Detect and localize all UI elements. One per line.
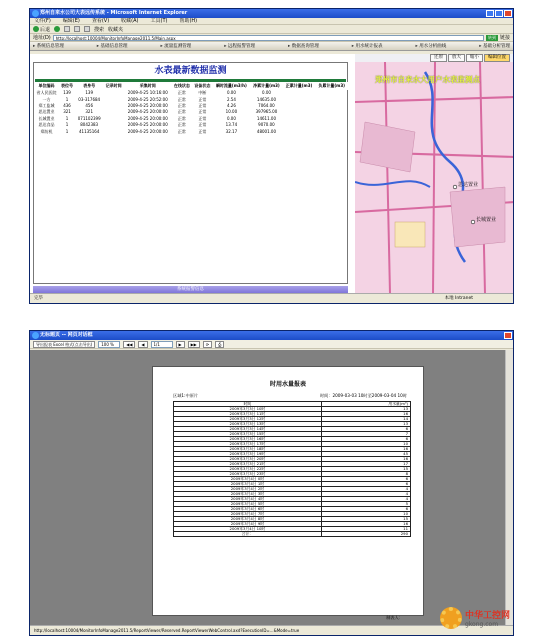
table-cell: 正常 — [177, 128, 186, 134]
alarm-info-bar[interactable]: 系统报警信息 — [33, 286, 348, 294]
report-value-cell: 10 — [321, 442, 410, 447]
map-edit-position-button[interactable]: 编辑位置 — [484, 54, 510, 62]
table-cell: 48001.00 — [256, 128, 276, 134]
col-meter-id: 表身号 — [75, 82, 103, 90]
nav-base-info[interactable]: ▸ 基础信息管理 — [97, 42, 128, 50]
table-cell: 0.00 — [226, 90, 236, 96]
menu-view[interactable]: 查看(V) — [91, 18, 110, 24]
table-cell: 03-317684 — [78, 96, 101, 102]
table-cell: 0.00 — [262, 90, 271, 96]
report-value-cell: 15 — [321, 517, 410, 522]
first-page-button[interactable]: ◀◀ — [123, 341, 135, 348]
nav-usage-report[interactable]: ▸ 用水统计报表 — [352, 42, 383, 50]
status-text: 完毕 — [34, 296, 43, 301]
monitor-panel — [33, 62, 348, 284]
go-button[interactable]: 转到 — [487, 34, 496, 40]
report-time-cell: 2009年3月4日 5时 — [174, 502, 322, 507]
dialog-title: 无标题页 -- 网页对话框 — [40, 332, 93, 338]
report-meta — [173, 393, 407, 399]
table-cell: 正常 — [198, 115, 207, 121]
report-value-cell: 4 — [321, 492, 410, 497]
table-cell: 14611.00 — [256, 115, 276, 121]
report-period: 时间：2009-03-03 10时至2009-03-04 10时 — [319, 393, 407, 398]
watermark-url: gkong.com — [464, 621, 499, 628]
report-time-cell: 2009年3月3日 21时 — [174, 462, 322, 467]
map-reset-button[interactable]: 还原 — [430, 54, 447, 62]
map-marker-sida[interactable] — [453, 185, 457, 189]
ie-icon — [32, 332, 39, 339]
map-label-sida: 思达置业 — [458, 182, 479, 188]
table-row[interactable] — [34, 128, 348, 134]
dialog-title-bar — [30, 331, 513, 340]
map-zoom-in-button[interactable]: 放大 — [448, 54, 465, 62]
col-record-time: 记录时间 — [103, 82, 124, 90]
table-cell: 正常 — [177, 109, 186, 115]
forward-arrow-icon — [54, 26, 60, 32]
last-page-button[interactable]: ▶▶ — [188, 341, 200, 348]
table-cell: 2009-4-25 20:52:00 — [127, 96, 168, 102]
report-time-cell: 2009年3月4日 3时 — [174, 492, 322, 497]
table-cell: 思达置业 — [38, 109, 55, 115]
report-time-cell: 2009年3月3日 17时 — [174, 442, 322, 447]
table-cell: 郑纺机 — [40, 128, 53, 134]
report-table-body — [174, 407, 411, 532]
monitor-table — [34, 82, 348, 135]
menu-favorites[interactable]: 收藏(A) — [121, 18, 139, 24]
col-device-status: 设备状态 — [192, 82, 213, 90]
report-value-cell: 16 — [321, 457, 410, 462]
address-label: 地址(D) — [33, 35, 51, 41]
report-table — [173, 401, 411, 537]
table-cell: 2009-4-25 20:00:00 — [127, 122, 168, 128]
table-cell: 思达食品 — [38, 122, 55, 128]
report-time-cell: 2009年3月4日 4时 — [174, 497, 322, 502]
table-cell: 456 — [85, 102, 93, 108]
table-cell: 正常 — [198, 109, 207, 115]
report-value-cell: 6 — [321, 427, 410, 432]
table-cell — [315, 128, 348, 134]
close-button[interactable] — [504, 10, 512, 17]
report-time-cell: 2009年3月3日 15时 — [174, 432, 322, 437]
report-value-cell: 16 — [321, 522, 410, 527]
report-time-cell: 2009年3月3日 13时 — [174, 422, 322, 427]
table-cell: 正常 — [177, 122, 186, 128]
table-cell: 0.00 — [226, 115, 236, 121]
col-instant-flow: 瞬时流量(m3/h) — [213, 82, 251, 90]
table-cell: 139 — [85, 90, 93, 96]
report-value-cell: 4 — [321, 497, 410, 502]
report-time-cell: 2009年3月4日 0时 — [174, 477, 322, 482]
table-cell: 正常 — [198, 102, 207, 108]
nav-data-query[interactable]: ▸ 数据查询管理 — [288, 42, 319, 50]
export-excel-button[interactable]: 导出报表 Excel 格式(点击导出) — [33, 341, 95, 348]
table-cell: 一方 — [42, 96, 51, 102]
map-marker-changcheng[interactable] — [471, 220, 475, 224]
nav-base-analysis[interactable]: ▸ 基础分析管理 — [479, 42, 510, 50]
table-cell: 9070.00 — [258, 122, 275, 128]
menu-bar — [30, 18, 513, 25]
report-value-cell: 7 — [321, 432, 410, 437]
report-value-cell: 16 — [321, 412, 410, 417]
map-title: 郑州市自来水大用户水表监测点 — [375, 75, 480, 84]
report-preparer: 制表人： — [386, 615, 403, 620]
table-cell: 2009-4-25 20:00:00 — [127, 115, 168, 121]
map-label-changcheng: 长城置业 — [476, 217, 497, 223]
address-input[interactable]: http://localhost:10004/MonitorInfoManage2011.5/Main.aspx — [53, 35, 484, 41]
report-value-cell: 15 — [321, 467, 410, 472]
menu-tools[interactable]: 工具(T) — [150, 18, 168, 24]
report-time-cell: 2009年3月4日 1时 — [174, 482, 322, 487]
report-dialog-window — [29, 330, 514, 636]
report-page — [152, 366, 424, 620]
map-toolbar — [355, 54, 513, 62]
watermark-text: 中华工控网 — [464, 611, 510, 621]
table-cell: 1 — [65, 96, 69, 102]
col-meter-position: 表位号 — [61, 83, 74, 88]
table-cell: 1 — [65, 122, 69, 128]
report-total-value: 290 — [321, 532, 410, 537]
report-col-value: 用水量(m³) — [321, 402, 410, 407]
monitor-table-body — [34, 90, 348, 135]
report-time-cell: 2009年3月3日 12时 — [174, 417, 322, 422]
table-cell: 中断 — [198, 90, 207, 96]
monitor-title: 水表最新数据监测 — [154, 66, 227, 76]
col-net-total: 净累计量(m3) — [250, 82, 283, 90]
next-page-button[interactable]: ▶ — [176, 341, 185, 348]
table-cell: 071102399 — [77, 115, 101, 121]
col-positive-total: 正累计量(m3) — [283, 82, 316, 90]
table-cell: 正常 — [177, 96, 186, 102]
report-time-cell: 2009年3月4日 6时 — [174, 507, 322, 512]
links-label[interactable]: 链接 — [499, 35, 510, 41]
menu-file[interactable]: 文件(F) — [34, 18, 51, 24]
table-cell: 139 — [63, 90, 71, 96]
table-cell: 正常 — [198, 96, 207, 102]
table-cell: 32.17 — [225, 128, 238, 134]
table-cell: 正常 — [177, 102, 186, 108]
report-value-cell: 6 — [321, 477, 410, 482]
report-scrollbar[interactable] — [505, 350, 513, 625]
map-panel — [355, 54, 513, 294]
report-total-row — [174, 532, 411, 537]
stop-icon — [64, 26, 70, 32]
refresh-icon — [74, 26, 80, 32]
report-time-cell: 2009年3月3日 10时 — [174, 407, 322, 412]
ie-icon — [32, 10, 39, 17]
table-cell — [283, 128, 316, 134]
report-time-cell: 2009年3月3日 18时 — [174, 447, 322, 452]
home-icon — [84, 26, 90, 32]
prev-page-button[interactable]: ◀ — [138, 341, 147, 348]
print-button[interactable]: ⎙ — [215, 341, 224, 348]
report-time-cell: 2009年3月4日 2时 — [174, 487, 322, 492]
stop-button[interactable] — [64, 26, 70, 32]
table-cell: 正常 — [177, 90, 186, 96]
map-zoom-out-button[interactable]: 缩小 — [466, 54, 483, 62]
report-time-cell: 2009年3月3日 23时 — [174, 472, 322, 477]
city-map[interactable] — [355, 62, 513, 294]
col-collect-time: 采集时间 — [124, 82, 172, 90]
table-cell: 2009-4-25 20:00:00 — [127, 128, 168, 134]
table-cell: 2009-4-25 20:00:00 — [127, 109, 168, 115]
table-cell: 321 — [63, 109, 71, 115]
watermark — [440, 607, 510, 629]
table-cell: 1 — [65, 128, 69, 134]
search-button[interactable]: 搜索 — [94, 26, 105, 33]
report-time-cell: 2009年3月3日 19时 — [174, 452, 322, 457]
report-value-cell: 4 — [321, 487, 410, 492]
window-title: 郑州自来水公司大表远传系统 - Microsoft Internet Explorer — [40, 10, 188, 16]
report-time-cell: 2009年3月3日 20时 — [174, 457, 322, 462]
report-value-cell: 13 — [321, 407, 410, 412]
minimize-button[interactable] — [486, 10, 494, 17]
table-cell: 14635.00 — [256, 96, 276, 102]
table-cell: 1 — [65, 115, 69, 121]
status-bar — [30, 293, 513, 303]
nav-remote-alarm[interactable]: ▸ 远程报警管理 — [224, 42, 255, 50]
main-browser-window — [29, 8, 514, 304]
col-online-status: 在线状态 — [172, 82, 193, 90]
report-value-cell: 5 — [321, 502, 410, 507]
table-cell: 正常 — [198, 122, 207, 128]
table-cell: 436 — [63, 102, 71, 108]
table-cell — [103, 128, 124, 134]
maximize-button[interactable] — [495, 10, 503, 17]
report-time-cell: 2009年3月4日 9时 — [174, 522, 322, 527]
report-time-cell: 2009年3月4日 7时 — [174, 512, 322, 517]
report-time-cell: 2009年3月3日 16时 — [174, 437, 322, 442]
report-value-cell: 11 — [321, 527, 410, 532]
forward-button[interactable] — [54, 26, 60, 32]
report-title: 时用水量报表 — [269, 381, 306, 388]
dialog-status-bar: http://localhost:10004/MonitorInfoManage2011.5/ReportViewer/Reserved.ReportViewerWebControl.axd?ExecutionID=...&Mode=true — [30, 625, 513, 635]
app-nav-bar — [30, 42, 513, 51]
table-cell: 397965.00 — [255, 109, 278, 115]
report-value-cell: 17 — [321, 462, 410, 467]
report-total-label: 合计： — [174, 532, 322, 537]
table-cell: 13.74 — [225, 122, 238, 128]
report-col-time: 时间 — [174, 402, 322, 407]
table-cell: 41135164 — [79, 128, 100, 134]
gear-logo-icon — [440, 607, 462, 629]
title-bar — [30, 9, 513, 18]
table-cell: 2009-4-25 20:00:00 — [127, 102, 168, 108]
menu-help[interactable]: 帮助(H) — [179, 18, 198, 24]
address-bar — [30, 34, 513, 42]
zone-text: 本地 Intranet — [444, 296, 473, 301]
report-viewer — [30, 350, 513, 625]
nav-system-info[interactable]: ▸ 系统信息管理 — [33, 42, 64, 50]
home-button[interactable] — [84, 26, 90, 32]
menu-edit[interactable]: 编辑(E) — [62, 18, 80, 24]
report-value-cell: 8 — [321, 472, 410, 477]
table-cell: 正常 — [198, 128, 207, 134]
dialog-close-button[interactable] — [504, 332, 512, 339]
table-cell: 2.54 — [226, 96, 236, 102]
table-cell: 省人民医院 — [36, 90, 57, 96]
report-value-cell: 14 — [321, 417, 410, 422]
favorites-button[interactable]: 收藏夹 — [108, 26, 124, 33]
nav-flow-monitor[interactable]: ▸ 流量监测管理 — [161, 42, 192, 50]
report-value-cell: 10 — [321, 512, 410, 517]
table-cell: 10.00 — [225, 109, 238, 115]
table-cell: 郑工监城 — [38, 102, 55, 108]
report-time-cell: 2009年3月4日 8时 — [174, 517, 322, 522]
report-time-cell: 2009年3月3日 14时 — [174, 427, 322, 432]
table-cell: 长城置业 — [38, 115, 55, 121]
report-value-cell: 6 — [321, 482, 410, 487]
page-number-input[interactable]: 1/1 — [151, 341, 173, 348]
table-cell: 2009-4-25 10:16:00 — [127, 90, 168, 96]
table-header-row — [34, 82, 348, 90]
report-region: 区域1:中原片 — [173, 393, 199, 398]
report-time-cell: 2009年3月3日 11时 — [174, 412, 322, 417]
table-cell: 正常 — [177, 115, 186, 121]
col-negative-total: 负累计量(m3) — [315, 82, 348, 90]
col-unit-code: 单位编码 — [34, 82, 59, 90]
table-cell: 7064.00 — [258, 102, 275, 108]
report-value-cell: 6 — [321, 507, 410, 512]
back-arrow-icon — [33, 26, 39, 32]
refresh-button[interactable] — [74, 26, 80, 32]
browser-toolbar — [30, 25, 513, 34]
report-value-cell: 16 — [321, 447, 410, 452]
report-value-cell: 45 — [321, 452, 410, 457]
report-time-cell: 2009年3月4日 10时 — [174, 527, 322, 532]
page-content — [30, 54, 513, 293]
zoom-select[interactable]: 100 % — [98, 341, 120, 348]
table-cell: 4.26 — [226, 102, 236, 108]
nav-usage-curve[interactable]: ▸ 用水分析曲线 — [416, 42, 447, 50]
report-value-cell: 6 — [321, 437, 410, 442]
table-cell: 321 — [85, 109, 93, 115]
report-value-cell: 13 — [321, 422, 410, 427]
report-time-cell: 2009年3月3日 22时 — [174, 467, 322, 472]
report-toolbar — [30, 340, 513, 349]
refresh-report-button[interactable]: ⟳ — [203, 341, 212, 348]
table-cell: 8042383 — [80, 122, 99, 128]
back-button[interactable]: 后退 — [33, 26, 50, 33]
